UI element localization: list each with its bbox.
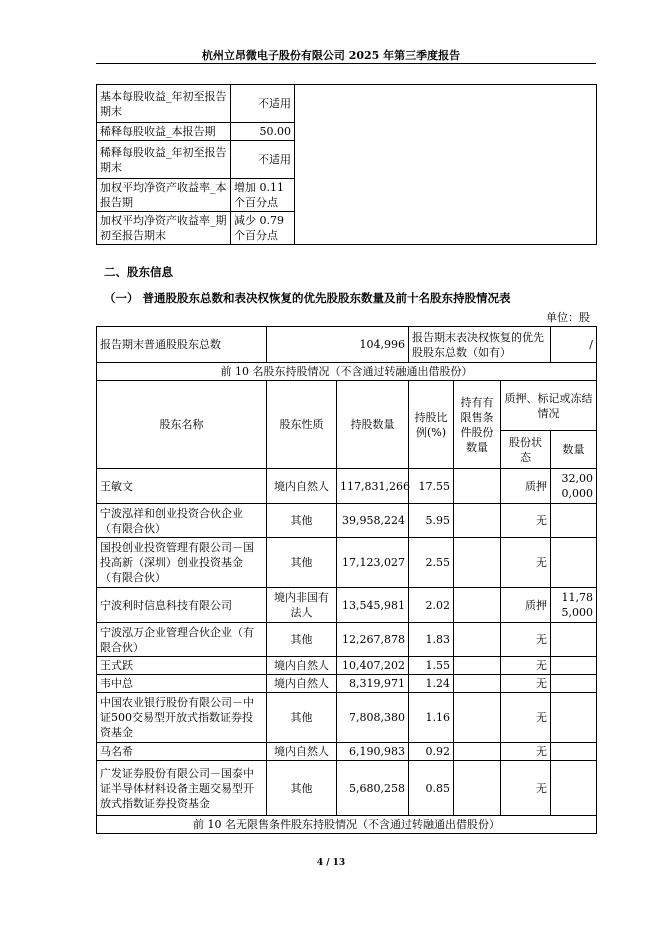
holder-restricted bbox=[454, 761, 501, 816]
holder-name: 王式跃 bbox=[97, 657, 267, 675]
section-heading: 二、股东信息 bbox=[104, 265, 173, 279]
header-row bbox=[97, 381, 597, 431]
holder-name: 宁波泓万企业管理合伙企业（有限合伙） bbox=[97, 623, 267, 657]
col-header-name: 股东名称 bbox=[97, 381, 267, 469]
eps-table bbox=[96, 84, 597, 245]
col-header-pledge: 质押、标记或冻结情况 bbox=[501, 381, 597, 431]
table-row bbox=[97, 469, 597, 504]
holder-shares: 6,190,983 bbox=[337, 743, 409, 761]
table-row bbox=[97, 623, 597, 657]
holder-pledge-qty bbox=[551, 657, 597, 675]
holder-restricted bbox=[454, 743, 501, 761]
holder-nature: 境内自然人 bbox=[267, 743, 337, 761]
holder-ratio: 0.85 bbox=[409, 761, 454, 816]
col-header-shares: 持股数量 bbox=[337, 381, 409, 469]
top10-title: 前 10 名股东持股情况（不含通过转融通出借股份） bbox=[97, 363, 597, 381]
holder-pledge-qty bbox=[551, 693, 597, 743]
holder-pledge-status: 无 bbox=[501, 504, 551, 538]
total-holders-value: 104,996 bbox=[267, 327, 409, 363]
table-row bbox=[97, 743, 597, 761]
report-header-title: 杭州立昂微电子股份有限公司 2025 年第三季度报告 bbox=[201, 49, 461, 62]
footer-row bbox=[97, 816, 597, 834]
table-row bbox=[97, 588, 597, 623]
unrestricted-title: 前 10 名无限售条件股东持股情况（不含通过转融通出借股份） bbox=[97, 816, 597, 834]
eps-value: 增加 0.11 个百分点 bbox=[231, 179, 295, 212]
holder-ratio: 1.83 bbox=[409, 623, 454, 657]
holder-pledge-qty bbox=[551, 675, 597, 693]
holder-pledge-status: 无 bbox=[501, 761, 551, 816]
col-header-pledge-qty: 数量 bbox=[551, 431, 597, 469]
holder-nature: 其他 bbox=[267, 693, 337, 743]
table-row bbox=[97, 693, 597, 743]
eps-value: 50.00 bbox=[231, 123, 295, 141]
holder-restricted bbox=[454, 588, 501, 623]
holder-nature: 境内自然人 bbox=[267, 675, 337, 693]
page-number: 4 / 13 bbox=[316, 858, 346, 868]
holder-pledge-status: 质押 bbox=[501, 588, 551, 623]
holder-pledge-status: 无 bbox=[501, 743, 551, 761]
eps-value: 不适用 bbox=[231, 85, 295, 123]
holder-name: 马名希 bbox=[97, 743, 267, 761]
col-header-restricted: 持有有限售条件股份数量 bbox=[454, 381, 501, 469]
col-header-ratio: 持股比例(%) bbox=[409, 381, 454, 469]
holder-nature: 其他 bbox=[267, 623, 337, 657]
holder-name: 广发证券股份有限公司－国泰中证半导体材料设备主题交易型开放式指数证券投资基金 bbox=[97, 761, 267, 816]
holder-nature: 其他 bbox=[267, 538, 337, 588]
eps-label: 稀释每股收益_本报告期 bbox=[97, 123, 231, 141]
holder-pledge-qty bbox=[551, 538, 597, 588]
col-header-pledge-status: 股份状态 bbox=[501, 431, 551, 469]
holder-ratio: 2.55 bbox=[409, 538, 454, 588]
holder-shares: 8,319,971 bbox=[337, 675, 409, 693]
holder-restricted bbox=[454, 504, 501, 538]
top10-title-row bbox=[97, 363, 597, 381]
holder-ratio: 1.16 bbox=[409, 693, 454, 743]
holder-pledge-qty: 11,785,000 bbox=[551, 588, 597, 623]
table-row bbox=[97, 657, 597, 675]
holder-pledge-status: 无 bbox=[501, 623, 551, 657]
preferred-holders-value: / bbox=[551, 327, 597, 363]
eps-label: 加权平均净资产收益率_期初至报告期末 bbox=[97, 212, 231, 245]
eps-blank-cell bbox=[295, 85, 597, 245]
holder-name: 韦中总 bbox=[97, 675, 267, 693]
subsection-heading: （一） 普通股股东总数和表决权恢复的优先股股东数量及前十名股东持股情况表 bbox=[104, 291, 511, 305]
shareholders-table bbox=[96, 326, 597, 834]
total-holders-label: 报告期末普通股股东总数 bbox=[97, 327, 267, 363]
holder-ratio: 17.55 bbox=[409, 469, 454, 504]
holder-restricted bbox=[454, 538, 501, 588]
holder-restricted bbox=[454, 623, 501, 657]
holder-name: 宁波利时信息科技有限公司 bbox=[97, 588, 267, 623]
holder-pledge-status: 无 bbox=[501, 693, 551, 743]
table-row bbox=[97, 675, 597, 693]
holder-name: 宁波泓祥和创业投资合伙企业（有限合伙） bbox=[97, 504, 267, 538]
holder-shares: 39,958,224 bbox=[337, 504, 409, 538]
eps-label: 基本每股收益_年初至报告期末 bbox=[97, 85, 231, 123]
holder-nature: 其他 bbox=[267, 761, 337, 816]
holder-ratio: 0.92 bbox=[409, 743, 454, 761]
eps-value: 减少 0.79 个百分点 bbox=[231, 212, 295, 245]
holder-name: 王敏文 bbox=[97, 469, 267, 504]
eps-label: 加权平均净资产收益率_本报告期 bbox=[97, 179, 231, 212]
holder-shares: 5,680,258 bbox=[337, 761, 409, 816]
holder-pledge-qty bbox=[551, 623, 597, 657]
holder-pledge-qty bbox=[551, 761, 597, 816]
holder-pledge-status: 无 bbox=[501, 538, 551, 588]
holder-restricted bbox=[454, 675, 501, 693]
holder-name: 中国农业银行股份有限公司－中证500交易型开放式指数证券投资基金 bbox=[97, 693, 267, 743]
holder-ratio: 5.95 bbox=[409, 504, 454, 538]
col-header-nature: 股东性质 bbox=[267, 381, 337, 469]
holder-pledge-qty bbox=[551, 743, 597, 761]
holder-pledge-status: 质押 bbox=[501, 469, 551, 504]
preferred-holders-label: 报告期末表决权恢复的优先股股东总数（如有） bbox=[409, 327, 551, 363]
holder-name: 国投创业投资管理有限公司－国投高新（深圳）创业投资基金（有限合伙） bbox=[97, 538, 267, 588]
holder-pledge-status: 无 bbox=[501, 675, 551, 693]
holder-shares: 13,545,981 bbox=[337, 588, 409, 623]
holder-restricted bbox=[454, 693, 501, 743]
holder-shares: 117,831,266 bbox=[337, 469, 409, 504]
holder-pledge-qty: 32,000,000 bbox=[551, 469, 597, 504]
holder-nature: 境内自然人 bbox=[267, 469, 337, 504]
holder-nature: 境内非国有法人 bbox=[267, 588, 337, 623]
holder-restricted bbox=[454, 657, 501, 675]
holder-shares: 10,407,202 bbox=[337, 657, 409, 675]
holder-ratio: 2.02 bbox=[409, 588, 454, 623]
header-divider bbox=[96, 63, 596, 64]
holder-pledge-status: 无 bbox=[501, 657, 551, 675]
summary-row bbox=[97, 327, 597, 363]
holder-ratio: 1.55 bbox=[409, 657, 454, 675]
holder-restricted bbox=[454, 469, 501, 504]
eps-label: 稀释每股收益_年初至报告期末 bbox=[97, 141, 231, 179]
holder-shares: 12,267,878 bbox=[337, 623, 409, 657]
table-row bbox=[97, 538, 597, 588]
table-row bbox=[97, 504, 597, 538]
unit-note: 单位：股 bbox=[546, 311, 590, 324]
holder-pledge-qty bbox=[551, 504, 597, 538]
holder-nature: 境内自然人 bbox=[267, 657, 337, 675]
holder-shares: 17,123,027 bbox=[337, 538, 409, 588]
holder-ratio: 1.24 bbox=[409, 675, 454, 693]
eps-value: 不适用 bbox=[231, 141, 295, 179]
holder-nature: 其他 bbox=[267, 504, 337, 538]
table-row bbox=[97, 761, 597, 816]
table-row bbox=[97, 85, 597, 123]
holder-shares: 7,808,380 bbox=[337, 693, 409, 743]
